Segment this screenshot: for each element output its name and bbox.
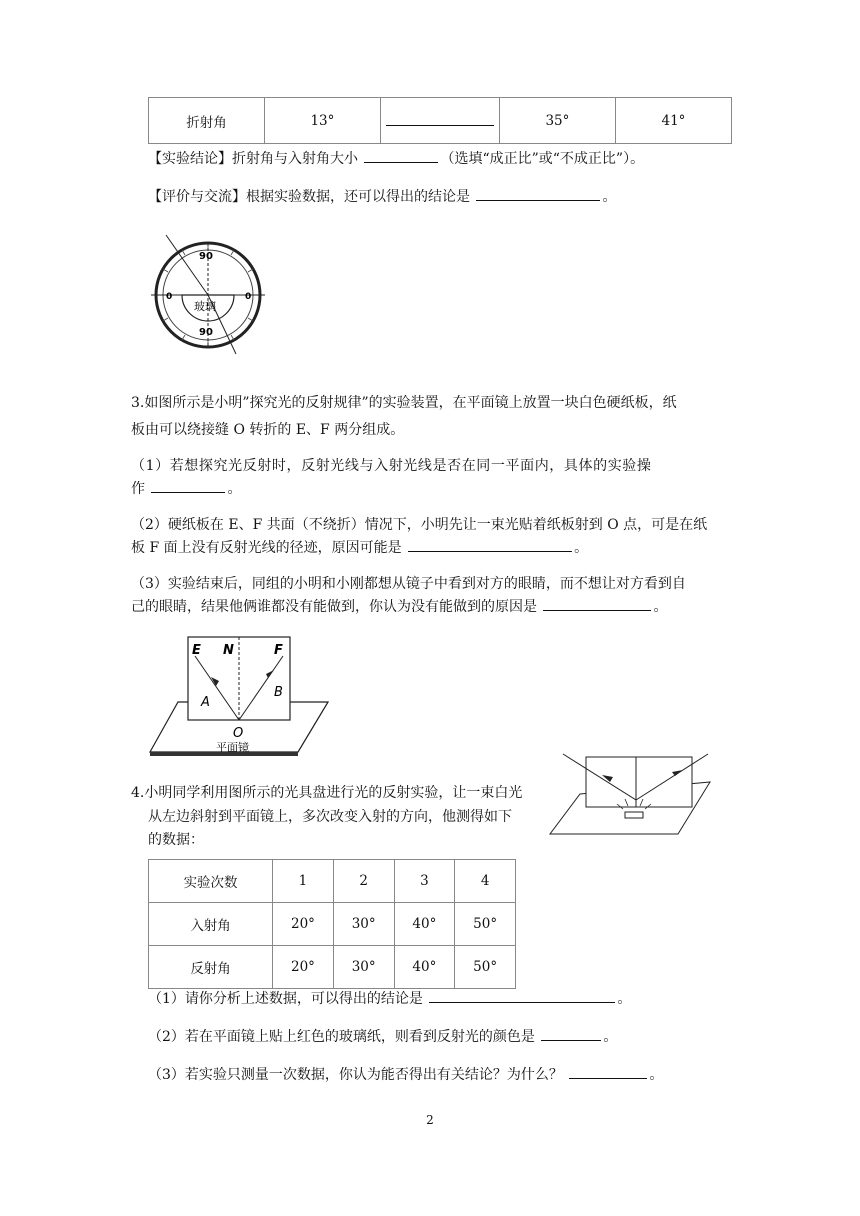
table-cell: 20°	[273, 903, 334, 946]
table-row	[149, 860, 516, 903]
label-left: 0	[166, 292, 173, 302]
header-cell: 1	[273, 860, 334, 903]
q3-intro-line1: 3.如图所示是小明”探究光的反射规律”的实验装置，在平面镜上放置一块白色硬纸板，纸	[131, 395, 677, 411]
small-mirror	[625, 812, 643, 818]
q3-part3-line2	[131, 596, 667, 617]
q3-part2-text: 板 F 面上没有反射光线的径迹，原因可能是	[131, 540, 402, 556]
q4-part1-blank[interactable]	[429, 988, 615, 1003]
conclusion-line	[148, 148, 644, 169]
label-N: N	[223, 643, 234, 658]
evaluation-blank[interactable]	[476, 186, 600, 201]
period: 。	[653, 599, 668, 615]
row-label-reflection: 反射角	[149, 946, 273, 989]
evaluation-text: 根据实验数据，还可以得出的结论是	[246, 189, 470, 205]
table-cell: 41°	[615, 98, 731, 144]
period: 。	[227, 481, 242, 497]
table-cell: 35°	[499, 98, 615, 144]
header-cell: 2	[333, 860, 394, 903]
q3-part3-blank[interactable]	[543, 596, 651, 611]
table-cell: 40°	[394, 946, 455, 989]
label-A: A	[201, 695, 210, 710]
period: 。	[602, 189, 617, 205]
q3-part1-line1: （1）若想探究光反射时，反射光线与入射光线是否在同一平面内，具体的实验操	[131, 458, 652, 474]
header-trials: 实验次数	[149, 860, 273, 903]
mirror-side	[298, 702, 328, 752]
table-cell: 40°	[394, 903, 455, 946]
label-B: B	[274, 685, 283, 700]
row-label-incident: 入射角	[149, 903, 273, 946]
label-bottom: 90	[199, 327, 213, 338]
label-E: E	[192, 643, 201, 658]
q3-part1-line2	[131, 478, 241, 499]
evaluation-label: 【评价与交流】	[148, 189, 246, 205]
q4-intro-line1: 4.小明同学利用图所示的光具盘进行光的反射实验，让一束白光	[131, 785, 523, 801]
q4-part3-blank[interactable]	[569, 1064, 647, 1079]
optical-disk-figure	[548, 752, 718, 842]
label-top: 90	[199, 251, 213, 262]
period: 。	[603, 1029, 618, 1045]
table-row	[149, 946, 516, 989]
q3-intro-line2: 板由可以绕接缝 O 转折的 E、F 两分组成。	[131, 422, 405, 438]
conclusion-blank[interactable]	[364, 148, 438, 163]
answer-blank[interactable]	[386, 111, 494, 126]
optical-disk-board	[586, 757, 692, 807]
q3-part1-blank[interactable]	[151, 478, 225, 493]
table-cell: 13°	[264, 98, 380, 144]
q4-part2-line	[148, 1026, 617, 1047]
refraction-disk-figure	[146, 233, 268, 357]
table-row	[149, 903, 516, 946]
table-cell-blank	[380, 98, 499, 144]
header-cell: 3	[394, 860, 455, 903]
label-O: O	[233, 726, 244, 741]
label-F: F	[274, 643, 283, 658]
conclusion-label: 【实验结论】	[148, 151, 232, 167]
q4-intro-line2: 从左边斜射到平面镜上，多次改变入射的方向，他测得如下	[148, 809, 512, 825]
table-cell: 50°	[455, 946, 516, 989]
header-cell: 4	[455, 860, 516, 903]
reflection-board-figure	[148, 634, 340, 758]
q3-part1-text: 作	[131, 481, 145, 497]
conclusion-hint: （选填“成正比”或“不成正比”）。	[440, 151, 645, 167]
table-cell: 50°	[455, 903, 516, 946]
q4-intro-line3: 的数据：	[148, 832, 204, 848]
q3-part3-text: 己的眼睛，结果他俩谁都没有能做到，你认为没有能做到的原因是	[131, 599, 537, 615]
conclusion-text: 折射角与入射角大小	[232, 151, 358, 167]
q3-part2-line1: （2）硬纸板在 E、F 共面（不绕折）情况下，小明先让一束光贴着纸板射到 O 点，可是在纸	[131, 517, 708, 533]
q4-part1-line	[148, 988, 631, 1009]
q3-part2-blank[interactable]	[408, 537, 572, 552]
q3-part2-line2	[131, 537, 588, 558]
table-cell: 20°	[273, 946, 334, 989]
reflection-data-table	[148, 859, 516, 989]
label-glass: 玻璃	[194, 300, 216, 313]
table-cell: 30°	[333, 903, 394, 946]
q4-part3-text: （3）若实验只测量一次数据，你认为能否得出有关结论？为什么？	[148, 1067, 563, 1083]
period: 。	[574, 540, 589, 556]
q4-part3-line	[148, 1064, 663, 1085]
label-mirror: 平面镜	[216, 741, 249, 754]
period: 。	[617, 991, 632, 1007]
page-number: 2	[426, 1113, 434, 1127]
refraction-angle-label: 折射角	[149, 98, 265, 144]
refraction-table	[148, 97, 732, 144]
evaluation-line	[148, 186, 616, 207]
table-cell: 30°	[333, 946, 394, 989]
label-right: 0	[245, 292, 252, 302]
q4-part1-text: （1）请你分析上述数据，可以得出的结论是	[148, 991, 423, 1007]
period: 。	[649, 1067, 664, 1083]
q3-part3-line1: （3）实验结束后，同组的小明和小刚都想从镜子中看到对方的眼睛，而不想让对方看到自	[131, 576, 686, 592]
q4-part2-text: （2）若在平面镜上贴上红色的玻璃纸，则看到反射光的颜色是	[148, 1029, 535, 1045]
q4-part2-blank[interactable]	[541, 1026, 601, 1041]
